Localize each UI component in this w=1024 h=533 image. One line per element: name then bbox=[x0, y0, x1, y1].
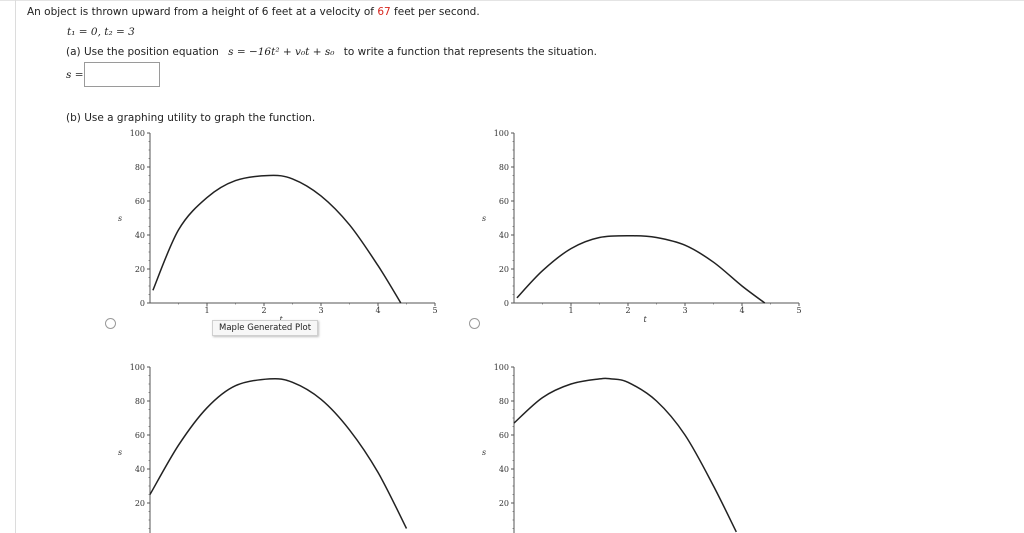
intro-suffix: feet per second. bbox=[390, 6, 480, 18]
x-axis-label: t bbox=[643, 315, 647, 324]
curve bbox=[153, 175, 401, 303]
y-axis-label: s bbox=[117, 448, 123, 457]
y-tick-label: 80 bbox=[498, 397, 509, 406]
time-values: t₁ = 0, t₂ = 3 bbox=[67, 26, 135, 38]
y-tick-label: 20 bbox=[498, 265, 509, 274]
y-tick-label: 0 bbox=[503, 299, 509, 308]
y-tick-label: 20 bbox=[134, 265, 145, 274]
y-tick-label: 20 bbox=[134, 499, 145, 508]
part-a-prompt bbox=[66, 46, 597, 58]
y-tick-label: 60 bbox=[498, 197, 509, 206]
y-tick-label: 40 bbox=[134, 465, 145, 474]
y-tick-label: 100 bbox=[493, 363, 509, 372]
part-a-suffix: to write a function that represents the situation. bbox=[343, 46, 597, 58]
y-axis-label: s bbox=[481, 448, 487, 457]
left-border bbox=[15, 0, 16, 533]
y-tick-label: 100 bbox=[129, 363, 145, 372]
y-tick-label: 60 bbox=[498, 431, 509, 440]
y-tick-label: 0 bbox=[139, 299, 145, 308]
plot-tooltip: Maple Generated Plot bbox=[212, 320, 318, 336]
y-tick-label: 40 bbox=[134, 231, 145, 240]
x-tick-label: 5 bbox=[432, 306, 438, 315]
y-tick-label: 60 bbox=[134, 197, 145, 206]
y-tick-label: 60 bbox=[134, 431, 145, 440]
x-tick-label: 4 bbox=[375, 306, 381, 315]
y-tick-label: 80 bbox=[498, 163, 509, 172]
y-tick-label: 100 bbox=[129, 129, 145, 138]
x-tick-label: 3 bbox=[682, 306, 688, 315]
x-tick-label: 2 bbox=[261, 306, 267, 315]
graph-option-2 bbox=[474, 125, 814, 325]
x-tick-label: 5 bbox=[796, 306, 802, 315]
answer-label: s = bbox=[66, 69, 84, 81]
velocity-value: 67 bbox=[377, 6, 391, 18]
answer-input[interactable] bbox=[84, 62, 160, 87]
graph-option-3 bbox=[110, 359, 450, 533]
y-axis-label: s bbox=[117, 214, 123, 223]
y-tick-label: 40 bbox=[498, 465, 509, 474]
x-tick-label: 3 bbox=[318, 306, 324, 315]
x-tick-label: 2 bbox=[625, 306, 631, 315]
x-tick-label: 1 bbox=[568, 306, 574, 315]
y-tick-label: 40 bbox=[498, 231, 509, 240]
y-tick-label: 80 bbox=[134, 397, 145, 406]
x-tick-label: 4 bbox=[739, 306, 745, 315]
y-tick-label: 20 bbox=[498, 499, 509, 508]
curve bbox=[517, 236, 765, 303]
x-tick-label: 1 bbox=[204, 306, 210, 315]
part-a-prefix: (a) Use the position equation bbox=[66, 46, 219, 58]
curve bbox=[150, 379, 407, 529]
problem-statement bbox=[27, 6, 480, 18]
top-border bbox=[0, 0, 1024, 1]
part-b-prompt: (b) Use a graphing utility to graph the function. bbox=[66, 112, 316, 124]
y-axis-label: s bbox=[481, 214, 487, 223]
y-tick-label: 80 bbox=[134, 163, 145, 172]
curve bbox=[514, 378, 736, 532]
y-tick-label: 100 bbox=[493, 129, 509, 138]
graph-option-1 bbox=[110, 125, 450, 325]
graph-option-4 bbox=[474, 359, 814, 533]
position-equation: s = −16t² + v₀t + s₀ bbox=[228, 46, 335, 58]
intro-prefix: An object is thrown upward from a height of 6 feet at a velocity of bbox=[27, 6, 378, 18]
